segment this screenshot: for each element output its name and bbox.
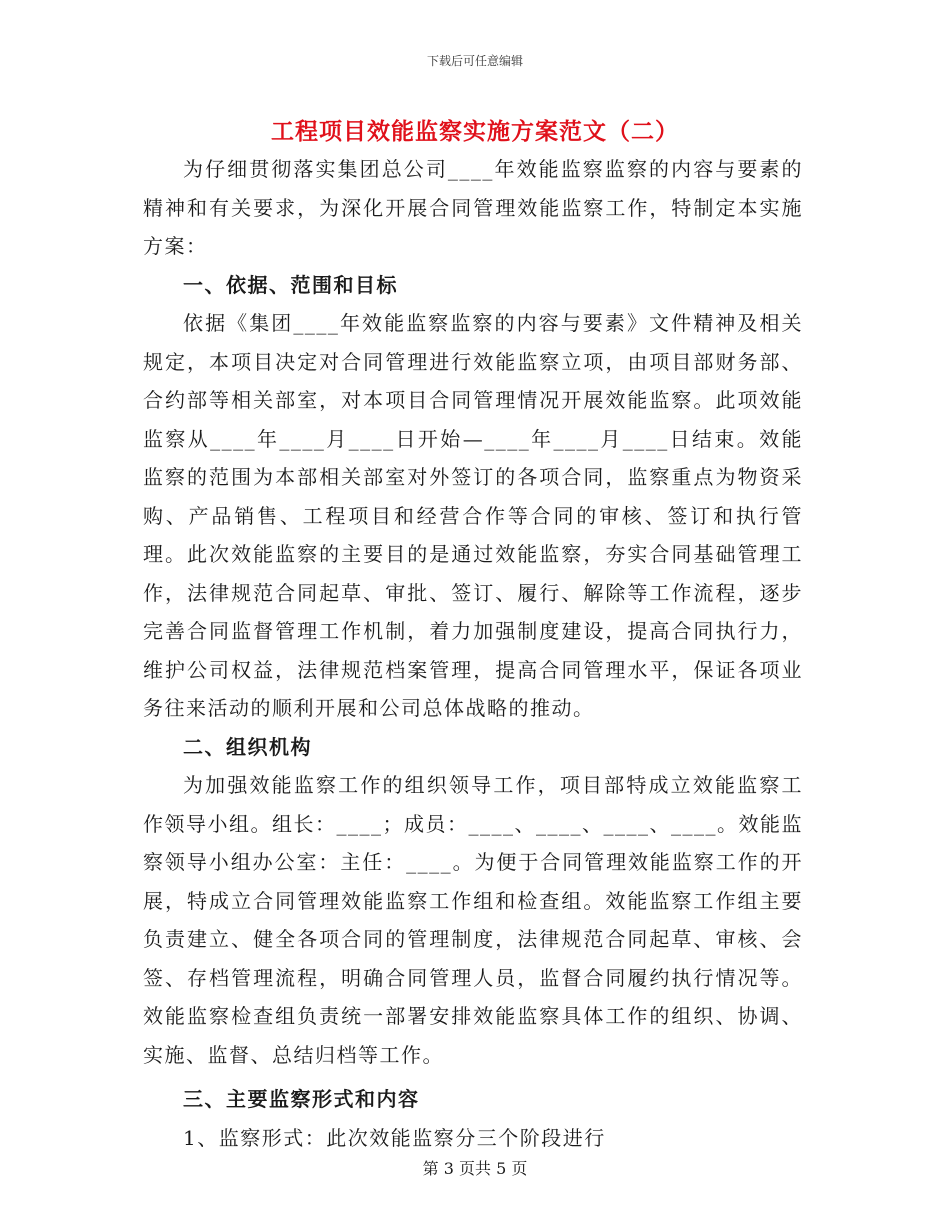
section-heading-1: 一、依据、范围和目标 bbox=[183, 272, 398, 297]
page-number: 第 3 页共 5 页 bbox=[422, 1159, 528, 1178]
section-heading-2: 二、组织机构 bbox=[183, 734, 312, 759]
intro-paragraph: 为仔细贯彻落实集团总公司____年效能监察监察的内容与要素的精神和有关要求，为深化开展合同管理效能监察工作，特制定本实施方案： bbox=[143, 157, 803, 258]
document-title: 工程项目效能监察实施方案范文（二） bbox=[271, 118, 679, 145]
section-heading-3: 三、主要监察形式和内容 bbox=[183, 1087, 420, 1111]
section-body-2: 为加强效能监察工作的组织领导工作，项目部特成立效能监察工作领导小组。组长：____；成员：____、____、____、____。效能监察领导小组办公室：主任：____。为便于合同管理效能监察工作的开展，特成立合同管理效能监察工作组和检查组。效能监察工作组主要负责建立、健全各项合同的管理制度，法律规范合同起草、审核、会签、存档管理流程，明确合同管理人员，监督合同履约执行情况等。效能监察检查组负责统一部署安排效能监察具体工作的组织、协调、实施、监督、总结归档等工作。 bbox=[143, 773, 803, 1067]
section-body-1: 依据《集团____年效能监察监察的内容与要素》文件精神及相关规定，本项目决定对合同管理进行效能监察立项，由项目部财务部、合约部等相关部室，对本项目合同管理情况开展效能监察。此项效能监察从____年____月____日开始—____年____月____日结束。效能监察的范围为本部相关部室对外签订的各项合同，监察重点为物资采购、产品销售、工程项目和经营合作等合同的审核、签订和执行管理。此次效能监察的主要目的是通过效能监察，夯实合同基础管理工作，法律规范合同起草、审批、签订、履行、解除等工作流程，逐步完善合同监督管理工作机制，着力加强制度建设，提高合同执行力，维护公司权益，法律规范档案管理，提高合同管理水平，保证各项业务往来活动的顺利开展和公司总体战略的推动。 bbox=[143, 311, 803, 720]
document-body bbox=[143, 150, 803, 1157]
page-header-note: 下载后可任意编辑 bbox=[426, 54, 523, 68]
section-body-3: 1、监察形式：此次效能监察分三个阶段进行 bbox=[183, 1125, 606, 1150]
